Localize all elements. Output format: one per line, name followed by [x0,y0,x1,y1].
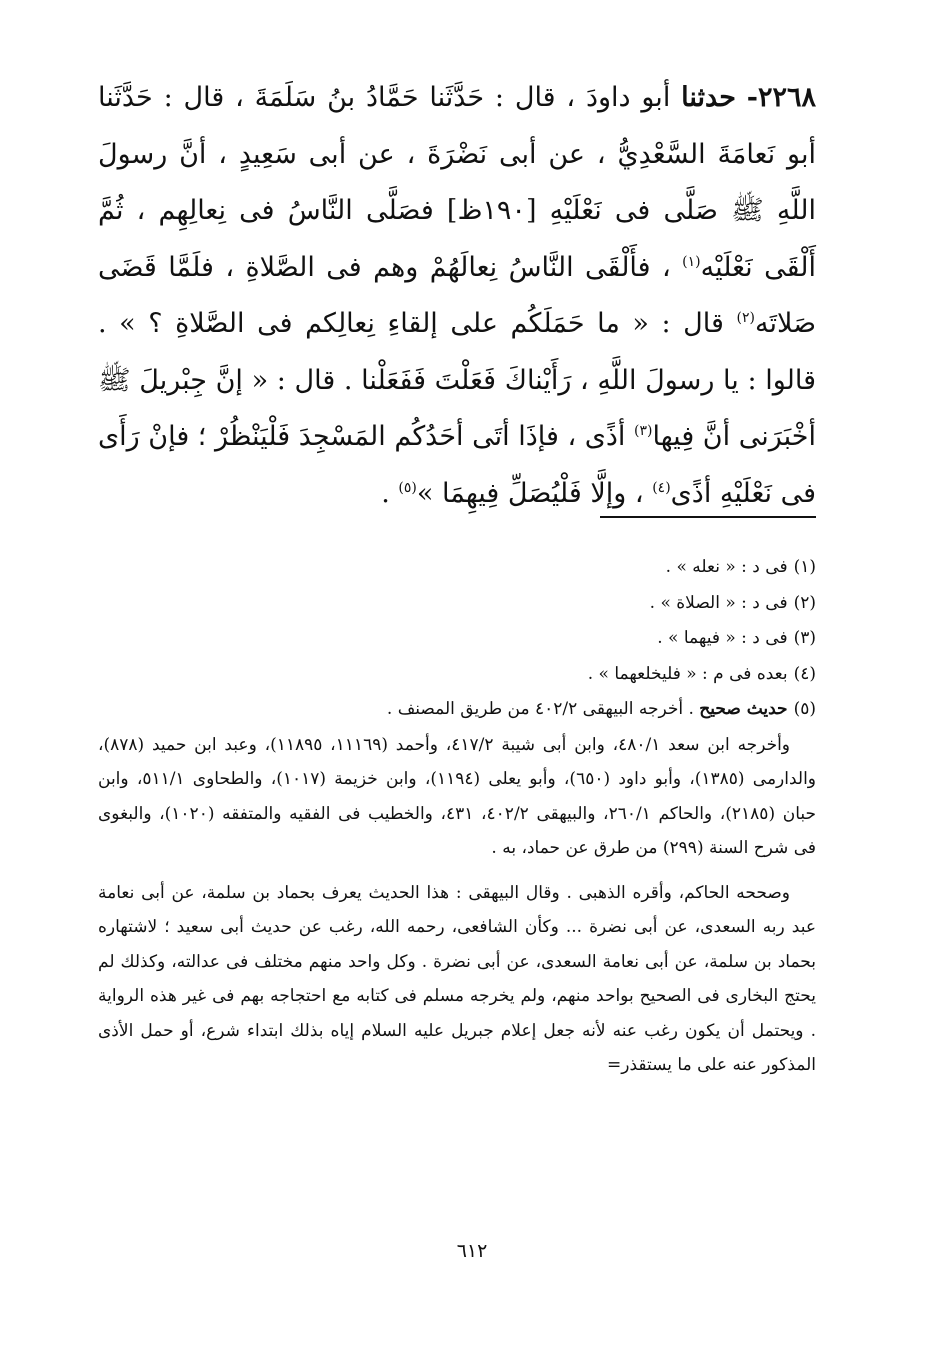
footnote-text: فى د : « الصلاة » . [649,592,788,613]
footnote-item [98,657,816,693]
footnote-ref[interactable]: (٢) [736,310,755,326]
hadith-text-part: أبو داودَ ، قال : حَدَّثَنا حَمَّادُ بنُ سَلَمَةَ ، قال : حَدَّثَنا أبو نَعامَةَ السَّعْدِيُّ ، عن أبى نَضْرَةَ ، عن أبى سَعِيدٍ ، أنَّ رسولَ اللَّهِ ﷺ صَلَّى فى نَعْلَيْهِ [١٩٠ظ] فصَلَّى النَّاسُ فى نِعالِهِم ، ثُمَّ أَلْقَى نَعْلَيْه [98,82,816,283]
hadith-text-part: قال : « ما حَمَلَكُم على إلقاءِ نِعالِكم فى الصَّلاةِ ؟ » . قالوا : يا رسولَ اللَّهِ ، رَأَيْناكَ فَعَلْتَ فَفَعَلْنا . قال : « إنَّ جِبْريلَ ﷺ أخْبَرَنى أنَّ فِيها [98,308,816,452]
footnote-item [98,550,816,586]
hadith-text [98,70,816,522]
hadith-lead: حدثنا [681,82,736,113]
commentary-paragraph: وصححه الحاكم، وأقره الذهبى . وقال البيهقى : هذا الحديث يعرف بحماد بن سلمة، عن أبى نعامة عبد ربه السعدى، عن أبى نضرة ... وكأن الشافعى، رحمه الله، رغب عن حديث أبى سعيد ؛ لاشتهاره بحماد بن سلمة، عن أبى نعامة السعدى، عن أبى نضرة . وكل واحد منهم مختلف فى عدالته، وكذلك لم يحتج البخارى فى الصحيح بواحد منهم، ولم يخرجه مسلم فى كتابه مع احتجاجه بهم فى غير هذه الرواية . ويحتمل أن يكون رغب عنه لأنه جعل إعلام جبريل عليه السلام إياه بذلك ابتداء شرع، أو حمل الأذى المذكور عنه على ما يستقذر= [98,882,816,1075]
footnote-ref[interactable]: (١) [682,253,701,270]
footnote-ref[interactable]: (٤) [652,479,671,496]
footnote-number: (٥) [793,699,816,719]
footnote-number: (٤) [793,663,816,684]
hadith-text-part: أذًى ، فإذَا أتَى أحَدُكُم المَسْجِدَ فَلْيَنْظُرْ ؛ فإنْ رَأَى فى نَعْلَيْهِ أذًى [98,421,816,509]
hadith-number: ٢٢٦٨- [746,82,816,113]
footnotes-section [98,550,816,1083]
footnote-number: (٣) [793,628,816,648]
hadith-text-part: . [381,477,390,509]
footnote-item [98,621,816,657]
footnote-text: فى د : « نعله » . [665,557,788,577]
footnote-text: . أخرجه البيهقى ٤٠٢/٢ من طريق المصنف . [386,699,694,719]
footnote-item [98,586,816,622]
footnote-text: بعده فى م : « فليخلعهما » . [587,663,788,684]
hadith-text-part: ، فأَلْقَى النَّاسُ نِعالَهُمْ وهم فى الصَّلاةِ ، فلَمَّا قَضَى صَلاتَه [98,251,817,339]
footnote-number: (٢) [793,592,816,613]
hadith-grade: حديث صحيح [699,699,788,719]
page-number: ٦١٢ [456,1240,488,1262]
footnote-ref[interactable]: (٣) [634,423,653,439]
footnote-text: فى د : « فيهما » . [657,628,788,648]
footnote-divider [600,516,816,518]
footnote-item [98,692,816,728]
hadith-text-part: ، وإلَّا فَلْيُصَلِّ فِيهِمَا » [416,477,644,509]
footnote-number: (١) [793,557,816,577]
hadith-block [98,70,816,522]
footnote-ref[interactable]: (٥) [398,479,417,496]
takhrij-paragraph: وأخرجه ابن سعد ٤٨٠/١، وابن أبى شيبة ٤١٧/٢، وأحمد (١١١٦٩، ١١٨٩٥)، وعبد ابن حميد (٨٧٨)، والدارمى (١٣٨٥)، وأبو داود (٦٥٠)، وأبو يعلى (١١٩٤)، وابن خزيمة (١٠١٧)، والطحاوى ٥١١/١، وابن حبان (٢١٨٥)، والحاكم ٢٦٠/١، والبيهقى ٤٠٢/٢، ٤٣١، والخطيب فى الفقيه والمتفقه (١٠٢٠)، والبغوى فى شرح السنة (٢٩٩) من طرق عن حماد، به . [98,734,817,858]
